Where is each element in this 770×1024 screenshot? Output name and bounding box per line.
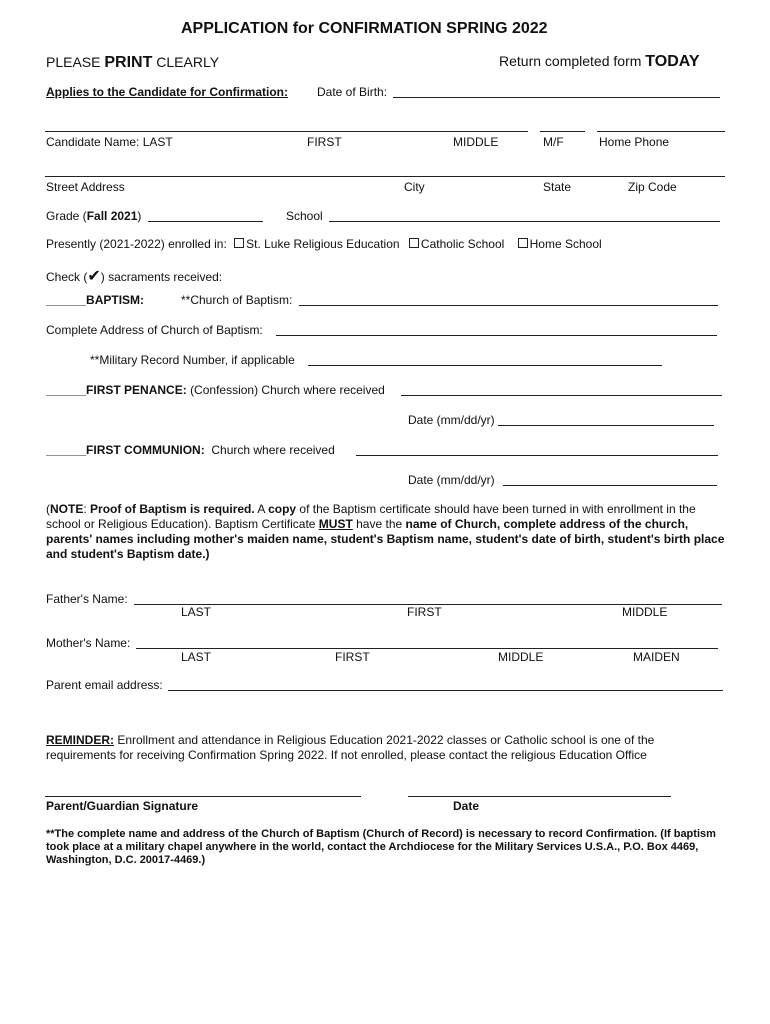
- mother-last-label: LAST: [181, 650, 212, 664]
- baptism-address-field[interactable]: [276, 335, 717, 336]
- home-phone-label: Home Phone: [599, 135, 670, 149]
- communion-date-label: Date (mm/dd/yr): [408, 473, 495, 487]
- military-label: **Military Record Number, if applicable: [90, 353, 295, 367]
- check-pre: Check (: [46, 270, 88, 284]
- mother-name-field[interactable]: [136, 648, 718, 649]
- baptism-note: [46, 502, 726, 562]
- return-instruction: [499, 53, 700, 71]
- state-label: State: [543, 180, 572, 194]
- grade-post: ): [137, 209, 142, 223]
- note-t7: of the Baptism certificate should have been turned in with enrollment in the school or Religious Education). Baptism Certificate: [46, 502, 696, 531]
- print-pre: PLEASE: [46, 54, 105, 70]
- enrolled-row: [46, 237, 602, 251]
- reminder-text: Enrollment and attendance in Religious Education 2021-2022 classes or Catholic school is one of the requirements for receiving Confirmation Spring 2022. If not enrolled, please contact the religious Education Office: [46, 733, 655, 762]
- communion-date-field[interactable]: [503, 485, 717, 486]
- candidate-middle-label: MIDDLE: [453, 135, 499, 149]
- candidate-last-label: Candidate Name: LAST: [46, 135, 173, 149]
- city-label: City: [404, 180, 425, 194]
- home-school-label: Home School: [529, 237, 602, 251]
- grade-field[interactable]: [148, 221, 263, 222]
- note-t8: MUST: [318, 517, 353, 531]
- signature-field[interactable]: [45, 796, 361, 797]
- father-label: Father's Name:: [46, 592, 128, 606]
- communion-blank[interactable]: ______: [46, 443, 87, 457]
- military-field[interactable]: [308, 365, 662, 366]
- note-t4: Proof of Baptism is required.: [90, 502, 255, 516]
- email-field[interactable]: [168, 690, 723, 691]
- father-last-label: LAST: [181, 605, 212, 619]
- return-bold: TODAY: [645, 53, 700, 70]
- penance-blank[interactable]: ______: [46, 383, 87, 397]
- print-post: CLEARLY: [152, 54, 220, 70]
- print-bold: PRINT: [104, 54, 153, 71]
- grade-label: [46, 209, 141, 223]
- catholic-school-label: Catholic School: [420, 237, 505, 251]
- reminder-paragraph: [46, 733, 726, 763]
- print-clearly-instruction: [46, 54, 219, 72]
- zip-label: Zip Code: [628, 180, 677, 194]
- note-t1: (: [46, 502, 50, 516]
- applies-heading: Applies to the Candidate for Confirmation:: [46, 85, 288, 99]
- return-pre: Return completed form: [499, 53, 646, 69]
- mother-middle-label: MIDDLE: [498, 650, 544, 664]
- note-t6: copy: [268, 502, 297, 516]
- home-school-checkbox[interactable]: [518, 238, 528, 248]
- enrolled-label: Presently (2021-2022) enrolled in:: [46, 237, 227, 251]
- mother-label: Mother's Name:: [46, 636, 131, 650]
- penance-date-label: Date (mm/dd/yr): [408, 413, 495, 427]
- penance-row: [46, 383, 385, 397]
- penance-label: FIRST PENANCE:: [86, 383, 187, 397]
- penance-date-field[interactable]: [498, 425, 714, 426]
- communion-church-field[interactable]: [356, 455, 718, 456]
- mother-maiden-label: MAIDEN: [633, 650, 680, 664]
- check-sacraments-label: [46, 266, 222, 286]
- street-label: Street Address: [46, 180, 125, 194]
- catholic-school-checkbox[interactable]: [409, 238, 419, 248]
- school-label: School: [286, 209, 323, 223]
- form-title: APPLICATION for CONFIRMATION SPRING 2022: [181, 20, 548, 37]
- father-middle-label: MIDDLE: [622, 605, 668, 619]
- signature-date-label: Date: [453, 799, 480, 813]
- penance-church-field[interactable]: [401, 395, 722, 396]
- check-mark-icon: ✔: [87, 268, 101, 285]
- reminder-label: REMINDER:: [46, 733, 114, 747]
- check-post: ) sacraments received:: [100, 270, 223, 284]
- note-t10: name of Church, complete address of the church, parents' names including mother's maiden name, student's Baptism name, student's date of birth, student's birth place and student's Baptism date.): [46, 517, 725, 561]
- communion-text: Church where received: [211, 443, 335, 457]
- penance-text: (Confession) Church where received: [190, 383, 385, 397]
- note-t5: A: [254, 502, 269, 516]
- dob-field[interactable]: [393, 97, 720, 98]
- note-t2: NOTE: [50, 502, 84, 516]
- signature-date-field[interactable]: [408, 796, 671, 797]
- father-first-label: FIRST: [407, 605, 442, 619]
- baptism-label: ______BAPTISM:: [46, 293, 145, 307]
- baptism-church-field[interactable]: [299, 305, 718, 306]
- dob-label: Date of Birth:: [317, 85, 388, 99]
- note-t3: :: [83, 502, 91, 516]
- email-label: Parent email address:: [46, 678, 163, 692]
- mother-first-label: FIRST: [335, 650, 370, 664]
- sex-field[interactable]: [540, 131, 585, 132]
- communion-label: FIRST COMMUNION:: [86, 443, 205, 457]
- candidate-name-field[interactable]: [45, 131, 528, 132]
- baptism-address-label: Complete Address of Church of Baptism:: [46, 323, 263, 337]
- baptism-church-label: **Church of Baptism:: [181, 293, 293, 307]
- communion-row: [46, 443, 335, 457]
- grade-pre: Grade (: [46, 209, 87, 223]
- note-t9: have the: [352, 517, 406, 531]
- school-field[interactable]: [329, 221, 720, 222]
- sex-label: M/F: [543, 135, 564, 149]
- candidate-first-label: FIRST: [307, 135, 342, 149]
- signature-label: Parent/Guardian Signature: [46, 799, 199, 813]
- church-record-footnote: **The complete name and address of the Church of Baptism (Church of Record) is necessary to record Confirmation. (If baptism took place at a military chapel anywhere in the world, contact the Archdiocese for the Military Services U.S.A., P.O. Box 4469, Washington, D.C. 20017-4469.): [46, 828, 716, 866]
- address-field[interactable]: [45, 176, 725, 177]
- grade-term: Fall 2021: [86, 209, 138, 223]
- home-phone-field[interactable]: [597, 131, 725, 132]
- st-luke-label: St. Luke Religious Education: [246, 237, 400, 251]
- st-luke-checkbox[interactable]: [234, 238, 244, 248]
